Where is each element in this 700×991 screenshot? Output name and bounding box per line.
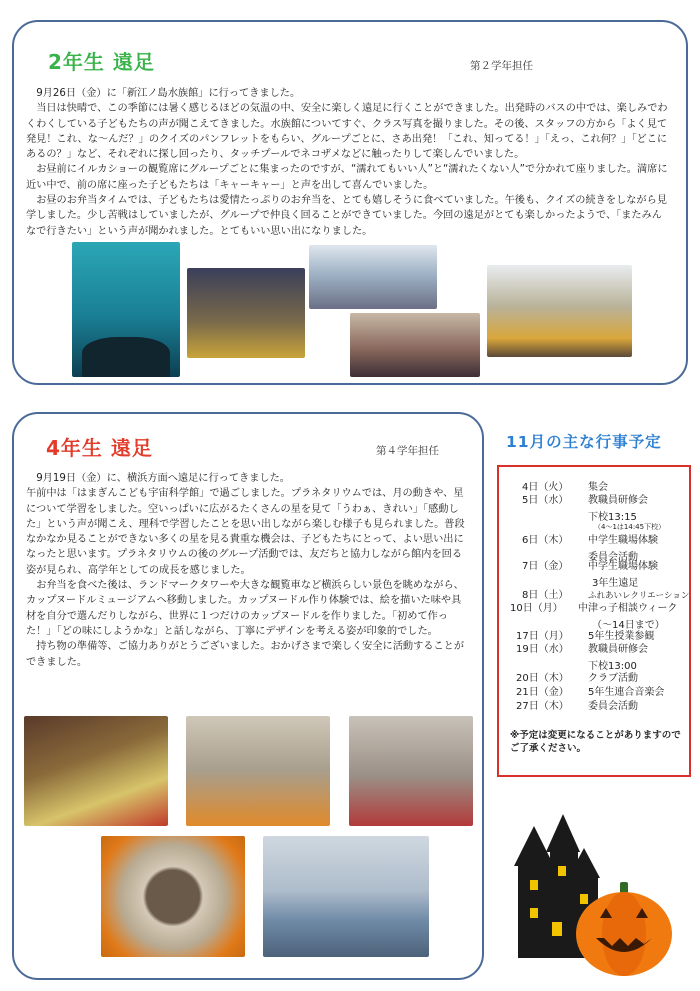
grade4-paragraph: 午前中は「はまぎんこども宇宙科学館」で過ごしました。プラネタリウムでは、月の動きや、星について学習をしました。空いっぱいに広がるたくさんの星を見て「うわぁ、きれい」「感動した」という声が聞こえ、理科で学習したことを思い出しながら楽しむ様子も見られました。普段なかなか見ることができない多くの星を見る貴重な機会は、子どもたちにとって、よい思い出になったと思います。プラネタリウムの後のグループ活動では、友だちと協力しながら館内を回る姿が見られ、高学年としての成長を感じました。	[26, 488, 465, 576]
schedule-note: ※予定は変更になることがありますのでご了承ください。	[510, 730, 681, 754]
grade4-paragraph: お弁当を食べた後は、ランドマークタワーや大きな観覧車など横浜らしい景色を眺めながら、カップヌードルミュージアムへ移動しました。カップヌードル作り体験では、絵を描いた味や具材を自分で選んだりしながら、世界に１つだけのカップヌードルを作りました。「初めて作った！」「どの味にしようかな」と話しながら、丁寧にデザインを考える姿が印象的でした。	[26, 580, 464, 637]
grade2-paragraph: 当日は快晴で、この季節には暑く感じるほどの気温の中、安全に楽しく遠足に行くことができました。出発時のバスの中では、楽しみでわくわくしている子どもたちの声が聞こえてきました。水族館についてすぐ、クラス写真を撮りました。その後、スタッフの方から「よく見て発見！これ、な〜んだ？」のクイズのパンフレットをもらい、グループごとに、さあ出発！「これ、知ってる！」「えっ、これ何？」「どこにあるの？」など、それぞれに探し回ったり、タッチプールでネコザメなどに触ったりして楽しんでいました。	[26, 103, 668, 161]
halloween-illustration	[500, 808, 690, 980]
schedule-sub: 3年生遠足	[592, 578, 639, 589]
grade2-paragraph: お昼のお弁当タイムでは、子どもたちは愛情たっぷりのお弁当を、とても嬉しそうに食べていました。午後も、クイズの続きをしながら見学しました。少し苦戦はしていましたが、グループで仲良く回ることができていました。今回の遠足がとても楽しかったようで、「またみんなで行きたい」という声が聞かれました。とてもいい思い出になりました。	[26, 195, 667, 237]
cup-noodle-workshop-photo	[24, 716, 168, 826]
schedule-sub: 委員会活動	[588, 552, 638, 563]
aquarium-tank-photo	[72, 242, 180, 377]
grade2-teacher: 第２学年担任	[470, 60, 533, 72]
class-group-photo	[309, 245, 437, 309]
schedule-sub: （～14日まで）	[592, 620, 665, 631]
grade4-paragraph: 9月19日（金）に、横浜方面へ遠足に行ってきました。	[36, 473, 290, 484]
grade4-title: 4年生 遠足	[46, 436, 153, 460]
lunch-time-photo	[487, 265, 632, 357]
grade2-title: 2年生 遠足	[48, 50, 155, 74]
grade2-paragraph: 9月26日（金）に「新江ノ島水族館」に行ってきました。	[36, 88, 301, 99]
harbor-view-photo	[263, 836, 429, 957]
space-museum-tunnel-photo	[101, 836, 245, 957]
grade2-paragraph: お昼前にイルカショーの観覧席にグループごとに集まったのですが、“濡れてもいい人”と“濡れたくない人”で分かれて座りました。満席に近い中で、前の席に座った子どもたちは「キャーキャー」と声を出して喜んでいました。	[26, 164, 668, 191]
grade4-article	[26, 471, 470, 670]
schedule-sub: 下校13:00	[588, 661, 637, 672]
schedule-sub: （4～1は14:45下校）	[594, 523, 666, 531]
grade4-paragraph: 持ち物の準備等、ご協力ありがとうございました。おかげさまで楽しく安全に活動することができました。	[26, 641, 465, 668]
schedule-sub: 下校13:15	[588, 512, 637, 523]
museum-exhibit-photo	[186, 716, 330, 826]
children-posing-photo	[350, 313, 480, 377]
schedule-title: 11月の主な行事予定	[506, 433, 662, 451]
grade2-article	[26, 86, 672, 239]
museum-hall-photo	[349, 716, 473, 826]
dolphin-show-seats-photo	[187, 268, 305, 358]
grade4-teacher: 第４学年担任	[376, 445, 439, 457]
